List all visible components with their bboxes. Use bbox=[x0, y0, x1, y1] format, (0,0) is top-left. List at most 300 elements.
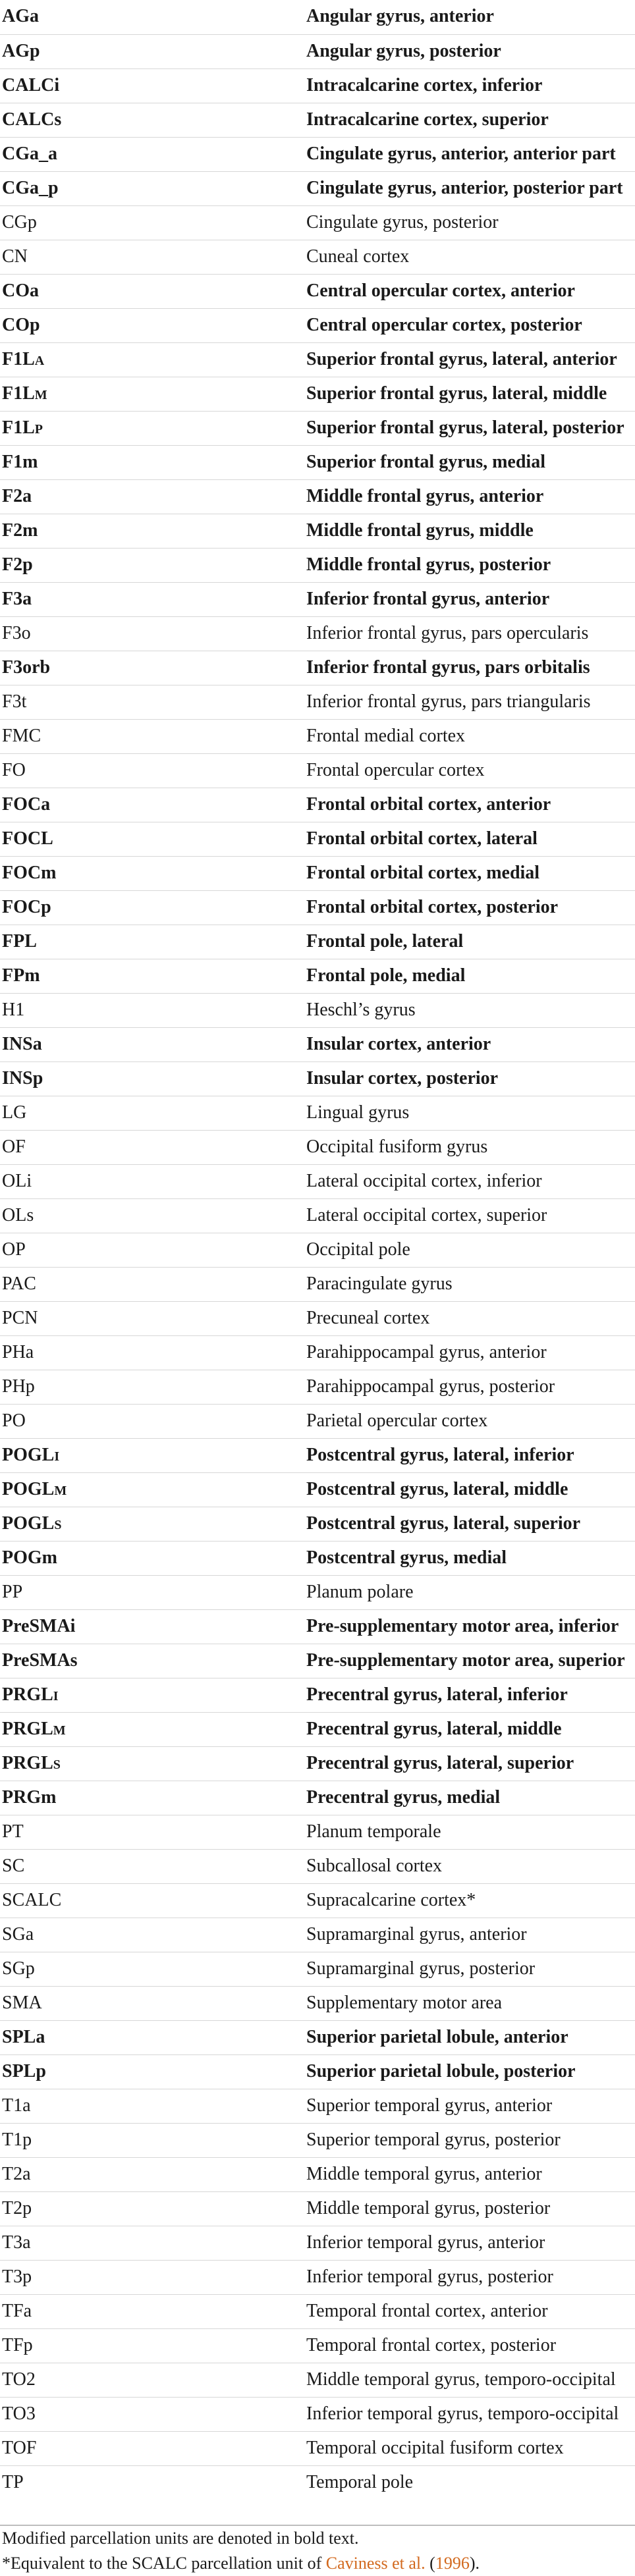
table-row bbox=[0, 822, 635, 856]
abbreviation-text: F2m bbox=[2, 520, 38, 541]
unit-abbreviation bbox=[2, 1576, 22, 1609]
abbreviation-text: PRGm bbox=[2, 1787, 57, 1808]
table-row bbox=[0, 2020, 635, 2054]
unit-abbreviation bbox=[2, 2124, 32, 2157]
table-row bbox=[0, 1815, 635, 1849]
unit-abbreviation bbox=[2, 275, 39, 308]
abbreviation-text: FO bbox=[2, 760, 26, 780]
unit-description: Frontal pole, lateral bbox=[306, 931, 464, 952]
unit-description: Temporal pole bbox=[306, 2472, 414, 2492]
unit-abbreviation bbox=[2, 2466, 24, 2499]
abbreviation-text: T1a bbox=[2, 2095, 31, 2116]
unit-description: Planum polare bbox=[306, 1582, 414, 1602]
unit-description: Superior temporal gyrus, posterior bbox=[306, 2130, 561, 2150]
abbreviation-smallcaps: Li bbox=[41, 1684, 59, 1705]
unit-abbreviation bbox=[2, 480, 32, 513]
unit-description: Postcentral gyrus, lateral, inferior bbox=[306, 1445, 574, 1465]
abbreviation-text: F3o bbox=[2, 623, 31, 643]
abbreviation-text: TO2 bbox=[2, 2369, 36, 2390]
unit-abbreviation bbox=[2, 172, 59, 205]
unit-description: Superior parietal lobule, anterior bbox=[306, 2027, 568, 2047]
unit-description: Middle frontal gyrus, posterior bbox=[306, 554, 551, 575]
abbreviation-text: PRG bbox=[2, 1753, 41, 1773]
unit-description: Inferior temporal gyrus, temporo-occipital bbox=[306, 2403, 619, 2424]
table-row bbox=[0, 2123, 635, 2157]
table-row bbox=[0, 616, 635, 651]
table-row bbox=[0, 1061, 635, 1096]
unit-description: Frontal medial cortex bbox=[306, 726, 466, 746]
table-row bbox=[0, 308, 635, 342]
table-row bbox=[0, 1233, 635, 1267]
abbreviation-text: CALCi bbox=[2, 75, 60, 95]
unit-abbreviation bbox=[2, 1062, 43, 1095]
table-row bbox=[0, 68, 635, 103]
table-row bbox=[0, 719, 635, 753]
table-row bbox=[0, 2465, 635, 2500]
table-row bbox=[0, 377, 635, 411]
unit-abbreviation bbox=[2, 788, 50, 821]
abbreviation-text: SGa bbox=[2, 1924, 34, 1945]
abbreviation-text: F1 bbox=[2, 417, 23, 438]
unit-abbreviation bbox=[2, 514, 38, 547]
unit-abbreviation bbox=[2, 583, 32, 616]
table-row bbox=[0, 685, 635, 719]
unit-abbreviation bbox=[2, 1096, 26, 1129]
unit-description: Inferior frontal gyrus, pars triangularis bbox=[306, 691, 591, 712]
abbreviation-text: SPLa bbox=[2, 2027, 45, 2047]
abbreviation-text: SPLp bbox=[2, 2061, 46, 2081]
unit-abbreviation bbox=[2, 1542, 57, 1574]
abbreviation-text: INSa bbox=[2, 1034, 42, 1054]
unit-abbreviation bbox=[2, 2363, 36, 2396]
abbreviation-text: SGp bbox=[2, 1958, 35, 1979]
unit-abbreviation bbox=[2, 651, 50, 684]
footnote-suffix: ). bbox=[469, 2554, 480, 2573]
abbreviation-text: SC bbox=[2, 1856, 25, 1876]
unit-abbreviation bbox=[2, 959, 40, 992]
unit-description: Frontal opercular cortex bbox=[306, 760, 485, 780]
unit-abbreviation bbox=[2, 1370, 35, 1403]
table-row bbox=[0, 1267, 635, 1301]
abbreviation-text: TP bbox=[2, 2472, 24, 2492]
unit-abbreviation bbox=[2, 1302, 38, 1335]
table-row bbox=[0, 1370, 635, 1404]
table-row bbox=[0, 1335, 635, 1370]
table-row bbox=[0, 2157, 635, 2191]
table-row bbox=[0, 2089, 635, 2123]
abbreviation-smallcaps: Lp bbox=[22, 417, 43, 438]
unit-description: Central opercular cortex, anterior bbox=[306, 281, 575, 301]
abbreviation-smallcaps: L bbox=[24, 931, 37, 952]
unit-abbreviation bbox=[2, 1781, 56, 1814]
table-row bbox=[0, 0, 635, 34]
unit-description: Inferior frontal gyrus, anterior bbox=[306, 589, 550, 609]
unit-description: Superior frontal gyrus, lateral, anterior bbox=[306, 349, 617, 369]
unit-abbreviation bbox=[2, 2295, 32, 2328]
unit-description: Precentral gyrus, lateral, superior bbox=[306, 1753, 574, 1773]
abbreviation-text: POG bbox=[2, 1445, 42, 1465]
table-row bbox=[0, 2260, 635, 2294]
table-row bbox=[0, 411, 635, 445]
unit-abbreviation bbox=[2, 446, 38, 479]
unit-description: Lateral occipital cortex, inferior bbox=[306, 1171, 542, 1191]
table-row bbox=[0, 753, 635, 788]
abbreviation-text: OLi bbox=[2, 1171, 32, 1191]
abbreviation-text: PO bbox=[2, 1410, 26, 1431]
table-row bbox=[0, 2328, 635, 2363]
unit-description: Central opercular cortex, posterior bbox=[306, 315, 582, 335]
footnote-asterisk bbox=[2, 2551, 635, 2576]
unit-description: Occipital pole bbox=[306, 1239, 410, 1260]
unit-description: Cingulate gyrus, anterior, posterior part bbox=[306, 178, 623, 198]
unit-abbreviation bbox=[2, 685, 26, 718]
unit-description: Angular gyrus, posterior bbox=[306, 41, 501, 61]
abbreviation-text: F2p bbox=[2, 554, 33, 575]
table-row bbox=[0, 103, 635, 137]
unit-description: Inferior frontal gyrus, pars orbitalis bbox=[306, 657, 590, 678]
table-row bbox=[0, 788, 635, 822]
unit-description: Inferior frontal gyrus, pars opercularis bbox=[306, 623, 589, 643]
unit-abbreviation bbox=[2, 2261, 32, 2294]
unit-description: Pre-supplementary motor area, superior bbox=[306, 1650, 625, 1671]
unit-description: Precuneal cortex bbox=[306, 1308, 430, 1328]
unit-description: Supramarginal gyrus, anterior bbox=[306, 1924, 527, 1945]
table-row bbox=[0, 993, 635, 1027]
unit-abbreviation bbox=[2, 206, 37, 239]
abbreviation-smallcaps: L bbox=[41, 828, 53, 849]
unit-abbreviation bbox=[2, 994, 24, 1027]
table-row bbox=[0, 1952, 635, 1986]
unit-abbreviation bbox=[2, 2398, 36, 2430]
abbreviation-text: TOF bbox=[2, 2438, 37, 2458]
unit-description: Planum temporale bbox=[306, 1821, 441, 1842]
unit-description: Cingulate gyrus, anterior, anterior part bbox=[306, 144, 616, 164]
table-row bbox=[0, 651, 635, 685]
table-row bbox=[0, 240, 635, 274]
abbreviation-text: CGa_p bbox=[2, 178, 59, 198]
abbreviation-text: PreSMAi bbox=[2, 1616, 76, 1636]
unit-abbreviation bbox=[2, 1713, 66, 1746]
unit-description: Supramarginal gyrus, posterior bbox=[306, 1958, 536, 1979]
unit-abbreviation bbox=[2, 1918, 34, 1951]
abbreviation-text: SMA bbox=[2, 1993, 42, 2013]
unit-abbreviation bbox=[2, 2055, 46, 2088]
abbreviation-text: FOCp bbox=[2, 897, 51, 917]
footnote-bold: Modified parcellation units are denoted in bold text. bbox=[2, 2529, 359, 2548]
abbreviation-text: FP bbox=[2, 931, 25, 952]
unit-description: Intracalcarine cortex, superior bbox=[306, 109, 549, 130]
abbreviation-text: F3t bbox=[2, 691, 27, 712]
unit-description: Insular cortex, posterior bbox=[306, 1068, 499, 1088]
table-row bbox=[0, 2054, 635, 2089]
unit-abbreviation bbox=[2, 1815, 24, 1848]
table-row bbox=[0, 1609, 635, 1644]
table-row bbox=[0, 2294, 635, 2328]
abbreviation-text: FPm bbox=[2, 965, 40, 986]
abbreviation-text: H1 bbox=[2, 1000, 25, 1020]
unit-abbreviation bbox=[2, 1987, 42, 2020]
unit-abbreviation bbox=[2, 1507, 61, 1540]
table-row bbox=[0, 582, 635, 616]
unit-abbreviation bbox=[2, 891, 51, 924]
unit-description: Angular gyrus, anterior bbox=[306, 6, 494, 26]
unit-description: Superior temporal gyrus, anterior bbox=[306, 2095, 553, 2116]
unit-abbreviation bbox=[2, 1028, 42, 1061]
abbreviation-text: SCALC bbox=[2, 1890, 62, 1910]
abbreviation-text: T2a bbox=[2, 2164, 31, 2184]
table-row bbox=[0, 1438, 635, 1472]
table-row bbox=[0, 1644, 635, 1678]
unit-description: Lingual gyrus bbox=[306, 1102, 410, 1123]
unit-abbreviation bbox=[2, 0, 39, 33]
unit-abbreviation bbox=[2, 617, 31, 650]
table-row bbox=[0, 2226, 635, 2260]
unit-abbreviation bbox=[2, 1233, 26, 1266]
unit-abbreviation bbox=[2, 754, 26, 787]
abbreviation-text: COp bbox=[2, 315, 40, 335]
unit-description: Insular cortex, anterior bbox=[306, 1034, 491, 1054]
table-row bbox=[0, 890, 635, 925]
unit-abbreviation bbox=[2, 1850, 24, 1883]
unit-description: Temporal frontal cortex, posterior bbox=[306, 2335, 557, 2355]
abbreviation-text: T1p bbox=[2, 2130, 32, 2150]
unit-abbreviation bbox=[2, 822, 53, 855]
table-row bbox=[0, 137, 635, 171]
unit-description: Superior frontal gyrus, lateral, middle bbox=[306, 383, 607, 404]
unit-abbreviation bbox=[2, 925, 37, 958]
unit-description: Middle temporal gyrus, anterior bbox=[306, 2164, 542, 2184]
unit-abbreviation bbox=[2, 103, 61, 136]
unit-abbreviation bbox=[2, 1747, 61, 1780]
table-row bbox=[0, 1781, 635, 1815]
unit-description: Cingulate gyrus, posterior bbox=[306, 212, 499, 232]
abbreviation-text: PAC bbox=[2, 1274, 36, 1294]
unit-description: Paracingulate gyrus bbox=[306, 1274, 453, 1294]
unit-description: Frontal orbital cortex, posterior bbox=[306, 897, 559, 917]
abbreviation-smallcaps: Lm bbox=[41, 1719, 66, 1739]
abbreviation-text: CGa_a bbox=[2, 144, 57, 164]
unit-abbreviation bbox=[2, 1884, 61, 1917]
abbreviation-text: AGp bbox=[2, 41, 40, 61]
table-row bbox=[0, 1849, 635, 1883]
abbreviation-text: PP bbox=[2, 1582, 23, 1602]
unit-abbreviation bbox=[2, 240, 28, 273]
abbreviation-smallcaps: Lm bbox=[41, 1479, 67, 1499]
table-row bbox=[0, 1130, 635, 1164]
unit-abbreviation bbox=[2, 2329, 33, 2362]
abbreviation-text: F1 bbox=[2, 349, 23, 369]
unit-abbreviation bbox=[2, 2158, 31, 2191]
unit-abbreviation bbox=[2, 1131, 26, 1164]
table-row bbox=[0, 925, 635, 959]
unit-description: Middle temporal gyrus, temporo-occipital bbox=[306, 2369, 616, 2390]
abbreviation-text: PHa bbox=[2, 1342, 34, 1362]
table-row bbox=[0, 34, 635, 68]
abbreviation-text: T3p bbox=[2, 2267, 32, 2287]
unit-description: Superior frontal gyrus, medial bbox=[306, 452, 545, 472]
table-row bbox=[0, 1198, 635, 1233]
table-row bbox=[0, 274, 635, 308]
footnote-prefix: *Equivalent to the SCALC parcellation unit of bbox=[2, 2554, 326, 2573]
unit-description: Postcentral gyrus, lateral, superior bbox=[306, 1513, 581, 1534]
unit-abbreviation bbox=[2, 343, 44, 376]
unit-abbreviation bbox=[2, 138, 57, 171]
abbreviation-text: FOCm bbox=[2, 863, 57, 883]
unit-description: Frontal pole, medial bbox=[306, 965, 466, 986]
table-row bbox=[0, 1575, 635, 1609]
table-row bbox=[0, 1883, 635, 1918]
unit-description: Frontal orbital cortex, medial bbox=[306, 863, 540, 883]
abbreviation-text: CGp bbox=[2, 212, 37, 232]
table-row bbox=[0, 2431, 635, 2465]
abbreviation-text: F2a bbox=[2, 486, 32, 506]
unit-description: Supracalcarine cortex* bbox=[306, 1890, 476, 1910]
unit-abbreviation bbox=[2, 1473, 67, 1506]
unit-description: Parahippocampal gyrus, posterior bbox=[306, 1376, 555, 1397]
abbreviation-smallcaps: Ls bbox=[41, 1513, 62, 1534]
unit-abbreviation bbox=[2, 412, 43, 444]
unit-abbreviation bbox=[2, 1405, 26, 1437]
abbreviation-text: AGa bbox=[2, 6, 39, 26]
unit-abbreviation bbox=[2, 69, 59, 102]
abbreviation-text: FOCa bbox=[2, 794, 51, 815]
table-row bbox=[0, 1678, 635, 1712]
table-row bbox=[0, 1918, 635, 1952]
unit-abbreviation bbox=[2, 2432, 36, 2465]
unit-abbreviation bbox=[2, 549, 33, 581]
table-footer bbox=[0, 2525, 635, 2576]
citation-link[interactable]: Caviness et al. bbox=[325, 2554, 426, 2573]
unit-abbreviation bbox=[2, 1336, 34, 1369]
unit-description: Precentral gyrus, medial bbox=[306, 1787, 501, 1808]
unit-description: Parahippocampal gyrus, anterior bbox=[306, 1342, 547, 1362]
table-row bbox=[0, 1164, 635, 1198]
abbreviation-text: COa bbox=[2, 281, 39, 301]
table-row bbox=[0, 2397, 635, 2431]
abbreviation-text: PHp bbox=[2, 1376, 35, 1397]
abbreviation-text: FMC bbox=[2, 726, 41, 746]
table-row bbox=[0, 342, 635, 377]
unit-description: Postcentral gyrus, lateral, middle bbox=[306, 1479, 568, 1499]
unit-description: Heschl’s gyrus bbox=[306, 1000, 416, 1020]
unit-description: Frontal orbital cortex, lateral bbox=[306, 828, 538, 849]
abbreviation-text: PreSMAs bbox=[2, 1650, 78, 1671]
citation-year-link[interactable]: 1996 bbox=[435, 2554, 470, 2573]
table-row bbox=[0, 1712, 635, 1746]
table-row bbox=[0, 1472, 635, 1507]
unit-description: Supplementary motor area bbox=[306, 1993, 503, 2013]
abbreviation-text: PCN bbox=[2, 1308, 38, 1328]
abbreviation-text: TFp bbox=[2, 2335, 33, 2355]
abbreviation-text: F3a bbox=[2, 589, 32, 609]
unit-description: Middle temporal gyrus, posterior bbox=[306, 2198, 551, 2218]
unit-abbreviation bbox=[2, 1678, 59, 1711]
abbreviation-text: TO3 bbox=[2, 2403, 36, 2424]
unit-abbreviation bbox=[2, 2226, 31, 2259]
unit-description: Middle frontal gyrus, anterior bbox=[306, 486, 544, 506]
unit-abbreviation bbox=[2, 1439, 59, 1472]
table-row bbox=[0, 1404, 635, 1438]
table-row bbox=[0, 445, 635, 479]
abbreviation-text: CALCs bbox=[2, 109, 62, 130]
unit-description: Pre-supplementary motor area, inferior bbox=[306, 1616, 619, 1636]
abbreviation-text: PT bbox=[2, 1821, 24, 1842]
unit-description: Temporal frontal cortex, anterior bbox=[306, 2301, 548, 2321]
unit-description: Superior parietal lobule, posterior bbox=[306, 2061, 576, 2081]
abbreviation-text: OP bbox=[2, 1239, 26, 1260]
abbreviation-text: CN bbox=[2, 246, 28, 267]
unit-abbreviation bbox=[2, 1610, 75, 1643]
unit-description: Cuneal cortex bbox=[306, 246, 410, 267]
unit-description: Precentral gyrus, lateral, inferior bbox=[306, 1684, 568, 1705]
abbreviation-smallcaps: Li bbox=[41, 1445, 60, 1465]
abbreviation-text: F1 bbox=[2, 383, 23, 404]
abbreviation-text: LG bbox=[2, 1102, 27, 1123]
table-row bbox=[0, 959, 635, 993]
table-row bbox=[0, 1507, 635, 1541]
abbreviation-text: INSp bbox=[2, 1068, 43, 1088]
unit-abbreviation bbox=[2, 1268, 36, 1301]
abbreviation-text: T2p bbox=[2, 2198, 32, 2218]
unit-description: Lateral occipital cortex, superior bbox=[306, 1205, 547, 1225]
table-row bbox=[0, 479, 635, 514]
unit-abbreviation bbox=[2, 1644, 78, 1677]
abbreviation-smallcaps: Lm bbox=[22, 383, 47, 404]
table-row bbox=[0, 1096, 635, 1130]
abbreviation-text: OLs bbox=[2, 1205, 34, 1225]
unit-description: Parietal opercular cortex bbox=[306, 1410, 488, 1431]
unit-description: Inferior temporal gyrus, posterior bbox=[306, 2267, 553, 2287]
table-row bbox=[0, 1986, 635, 2020]
table-row bbox=[0, 2191, 635, 2226]
unit-description: Precentral gyrus, lateral, middle bbox=[306, 1719, 562, 1739]
abbreviation-text: OF bbox=[2, 1137, 26, 1157]
abbreviation-text: POGm bbox=[2, 1547, 57, 1568]
unit-abbreviation bbox=[2, 309, 40, 342]
table-row bbox=[0, 514, 635, 548]
abbreviation-text: POG bbox=[2, 1513, 42, 1534]
unit-abbreviation bbox=[2, 2089, 31, 2122]
unit-description: Subcallosal cortex bbox=[306, 1856, 443, 1876]
table-row bbox=[0, 1301, 635, 1335]
table-row bbox=[0, 1541, 635, 1575]
table-row bbox=[0, 205, 635, 240]
abbreviation-text: T3a bbox=[2, 2232, 31, 2253]
abbreviation-text: TFa bbox=[2, 2301, 32, 2321]
unit-description: Intracalcarine cortex, inferior bbox=[306, 75, 543, 95]
table-row bbox=[0, 548, 635, 582]
unit-abbreviation bbox=[2, 1165, 32, 1198]
unit-description: Middle frontal gyrus, middle bbox=[306, 520, 534, 541]
unit-description: Inferior temporal gyrus, anterior bbox=[306, 2232, 545, 2253]
table-row bbox=[0, 171, 635, 205]
abbreviation-text: PRG bbox=[2, 1684, 41, 1705]
footnote-open: ( bbox=[425, 2554, 435, 2573]
table-row bbox=[0, 856, 635, 890]
unit-abbreviation bbox=[2, 35, 40, 68]
abbreviation-text: FOC bbox=[2, 828, 41, 849]
abbreviation-text: POG bbox=[2, 1479, 42, 1499]
table-row bbox=[0, 1027, 635, 1061]
abbreviation-text: PRG bbox=[2, 1719, 41, 1739]
unit-abbreviation bbox=[2, 1952, 35, 1985]
abbreviation-smallcaps: Ls bbox=[41, 1753, 61, 1773]
table-row bbox=[0, 2363, 635, 2397]
unit-abbreviation bbox=[2, 720, 41, 753]
unit-abbreviation bbox=[2, 1199, 34, 1232]
unit-description: Occipital fusiform gyrus bbox=[306, 1137, 488, 1157]
unit-abbreviation bbox=[2, 2021, 45, 2054]
